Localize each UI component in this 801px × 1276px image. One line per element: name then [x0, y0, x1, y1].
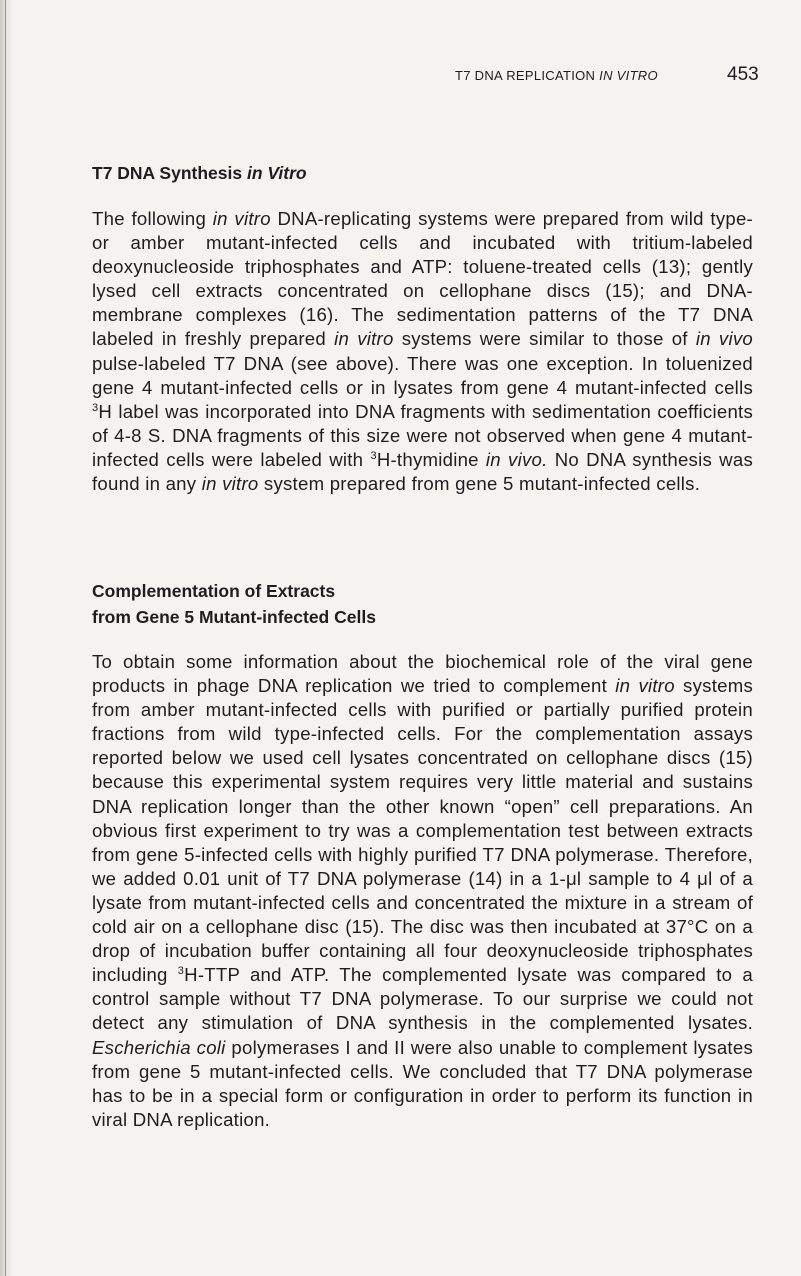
text-run: systems were similar to those of — [393, 328, 696, 350]
running-head — [455, 68, 658, 83]
italic-text: in vivo — [695, 328, 753, 350]
superscript: 3 — [370, 449, 377, 462]
text-run: No DNA synthesis was found in any — [92, 448, 753, 495]
superscript: 3 — [92, 401, 99, 414]
paragraph-complementation — [92, 650, 753, 1132]
page-edge-line — [5, 0, 6, 1276]
section-heading-line-1: Complementation of Extracts — [92, 581, 336, 601]
section-heading-complementation — [92, 578, 376, 630]
text-run: H-thymidine — [376, 448, 486, 470]
section-heading-t7-synthesis — [92, 160, 307, 186]
italic-text: Escherichia coli — [92, 1036, 226, 1058]
running-head-text: T7 DNA REPLICATION — [455, 68, 596, 83]
running-head-italic: IN VITRO — [599, 68, 658, 83]
text-run: DNA-replicating systems were prepared from wild type- or amber mutant-infected cells and incubated with tritium-labeled deoxynucleoside triphosphates and ATP: toluene-treated cells (13); gently lysed cell extracts concentrated on cellophane discs (15); and DNA-membrane complexes (16). The sedimentation patterns of the T7 DNA labeled in freshly prepared — [92, 208, 753, 350]
text-run: The following — [92, 208, 213, 229]
italic-text: in vivo. — [485, 448, 548, 470]
section-heading-text: T7 DNA Synthesis — [92, 163, 243, 183]
italic-text: in vitro — [334, 328, 394, 350]
italic-text: in vitro — [201, 473, 259, 495]
text-run: H label was incorporated into DNA fragments with sedimentation coefficients of 4-8 S. DNA fragments of this size were not observed when gene 4 mutant-infected cells were labeled with — [92, 400, 753, 470]
superscript: 3 — [177, 965, 185, 978]
italic-text: in vitro — [212, 208, 271, 229]
text-run: system prepared from gene 5 mutant-infected cells. — [258, 473, 701, 495]
text-run: systems from amber mutant-infected cells with purified or partially purified protein fractions from wild type-infected cells. For the complementation assays reported below we used cell lysates concentrated on cellophane discs (15) because this experimental system requires very little material and sustains DNA replication longer than the other known “open” cell preparations. An obvious first experiment to try was a complementation test between extracts from gene 5-infected cells with highly purified T7 DNA polymerase. Therefore, we added 0.01 unit of T7 DNA polymerase (14) in a 1-μl sample to 4 μl of a lysate from mutant-infected cells and concentrated the mixture in a stream of cold air on a cellophane disc (15). The disc was then incubated at 37°C on a drop of incubation buffer containing all four deoxynucleoside triphosphates including — [92, 675, 753, 986]
italic-text: in vitro — [615, 675, 675, 697]
paragraph-t7-synthesis — [92, 207, 753, 496]
page-binding-edge — [0, 0, 14, 1276]
section-heading-line-2: from Gene 5 Mutant-infected Cells — [92, 607, 376, 627]
page-number: 453 — [727, 64, 759, 85]
section-heading-italic: in Vitro — [246, 163, 307, 183]
text-run: polymerases I and II were also unable to complement lysates from gene 5 mutant-infected cells. We concluded that T7 DNA polymerase has to be in a special form or configuration in order to perform its function in viral DNA replication. — [92, 1036, 753, 1130]
text-run: H-TTP and ATP. The complemented lysate was compared to a control sample without T7 DNA polymerase. To our surprise we could not detect any stimulation of DNA synthesis in the complemented lysates. — [92, 964, 753, 1034]
text-run: pulse-labeled T7 DNA (see above). There was one exception. In toluenized gene 4 mutant-infected cells or in lysates from gene 4 mutant-infected cells — [92, 352, 753, 398]
text-run: To obtain some information about the biochemical role of the viral gene products in phage DNA replication we tried to complement — [92, 651, 753, 697]
